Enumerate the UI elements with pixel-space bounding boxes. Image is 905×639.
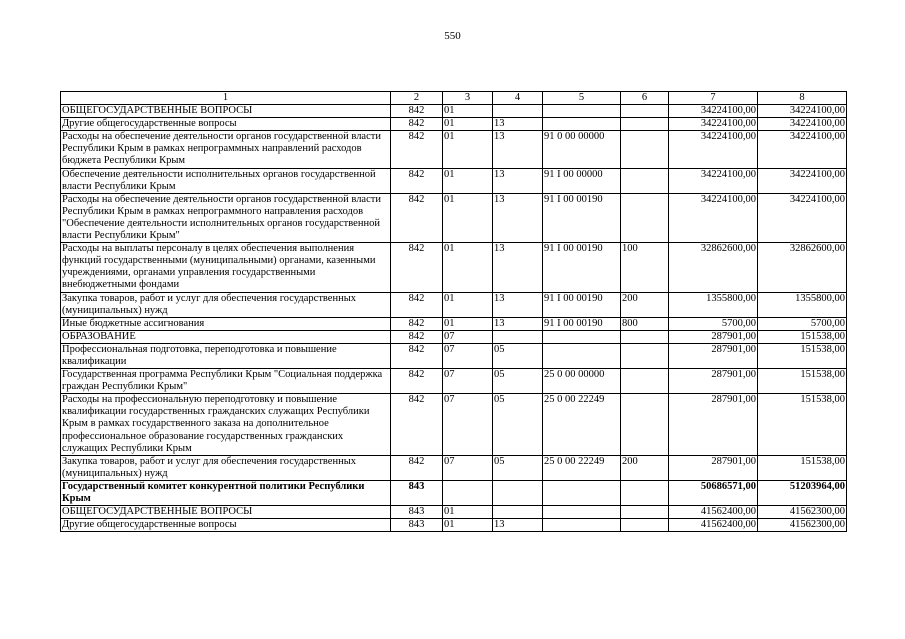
expense-type-cell [621, 105, 669, 118]
subsection-code-cell: 13 [493, 193, 543, 242]
expense-type-cell [621, 369, 669, 394]
section-code-cell: 01 [443, 168, 493, 193]
header-cell: 1 [61, 92, 391, 105]
subsection-code-cell: 05 [493, 343, 543, 368]
amount-col8-cell: 41562300,00 [758, 506, 847, 519]
table-row [61, 519, 847, 532]
subsection-code-cell [493, 480, 543, 505]
target-article-cell: 91 0 00 00000 [543, 131, 621, 168]
expense-type-cell [621, 168, 669, 193]
header-cell: 3 [443, 92, 493, 105]
expense-type-cell: 200 [621, 292, 669, 317]
target-article-cell [543, 480, 621, 505]
expense-type-cell [621, 131, 669, 168]
subsection-code-cell [493, 330, 543, 343]
ved-code-cell: 842 [391, 243, 443, 292]
table-row [61, 394, 847, 455]
amount-col8-cell: 32862600,00 [758, 243, 847, 292]
subsection-code-cell: 13 [493, 292, 543, 317]
amount-col8-cell: 5700,00 [758, 317, 847, 330]
amount-col7-cell: 41562400,00 [669, 506, 758, 519]
ved-code-cell: 842 [391, 455, 443, 480]
ved-code-cell: 842 [391, 168, 443, 193]
amount-col8-cell: 41562300,00 [758, 519, 847, 532]
amount-col7-cell: 34224100,00 [669, 118, 758, 131]
section-code-cell: 01 [443, 105, 493, 118]
ved-code-cell: 842 [391, 131, 443, 168]
section-code-cell: 01 [443, 193, 493, 242]
section-code-cell: 01 [443, 131, 493, 168]
amount-col8-cell: 151538,00 [758, 455, 847, 480]
amount-col8-cell: 151538,00 [758, 343, 847, 368]
ved-code-cell: 842 [391, 369, 443, 394]
expense-type-cell: 200 [621, 455, 669, 480]
amount-col8-cell: 1355800,00 [758, 292, 847, 317]
target-article-cell: 91 I 00 00190 [543, 317, 621, 330]
ved-code-cell: 842 [391, 292, 443, 317]
header-cell: 2 [391, 92, 443, 105]
target-article-cell: 91 I 00 00000 [543, 168, 621, 193]
ved-code-cell: 842 [391, 193, 443, 242]
target-article-cell: 91 I 00 00190 [543, 292, 621, 317]
section-code-cell: 01 [443, 243, 493, 292]
row-name-cell: ОБРАЗОВАНИЕ [61, 330, 391, 343]
target-article-cell: 25 0 00 22249 [543, 455, 621, 480]
ved-code-cell: 843 [391, 519, 443, 532]
budget-table [60, 91, 847, 532]
table-row [61, 168, 847, 193]
table-row [61, 480, 847, 505]
section-code-cell: 01 [443, 118, 493, 131]
row-name-cell: Расходы на выплаты персоналу в целях обеспечения выполнения функций государственными (муниципальными) органами, казенными учреждениями, органами управления государственными внебюджетными фондами [61, 243, 391, 292]
page-number: 550 [444, 30, 461, 42]
target-article-cell [543, 343, 621, 368]
ved-code-cell: 842 [391, 343, 443, 368]
expense-type-cell [621, 193, 669, 242]
amount-col8-cell: 34224100,00 [758, 118, 847, 131]
amount-col8-cell: 34224100,00 [758, 168, 847, 193]
ved-code-cell: 842 [391, 330, 443, 343]
row-name-cell: Государственный комитет конкурентной политики Республики Крым [61, 480, 391, 505]
table-row [61, 243, 847, 292]
subsection-code-cell: 13 [493, 317, 543, 330]
amount-col8-cell: 34224100,00 [758, 105, 847, 118]
subsection-code-cell: 13 [493, 243, 543, 292]
section-code-cell: 07 [443, 455, 493, 480]
ved-code-cell: 843 [391, 506, 443, 519]
amount-col7-cell: 34224100,00 [669, 193, 758, 242]
table-row [61, 369, 847, 394]
target-article-cell [543, 105, 621, 118]
row-name-cell: Расходы на обеспечение деятельности органов государственной власти Республики Крым в рамках непрограммных направлений расходов бюджета Республики Крым [61, 131, 391, 168]
row-name-cell: Закупка товаров, работ и услуг для обеспечения государственных (муниципальных) нужд [61, 455, 391, 480]
amount-col7-cell: 34224100,00 [669, 105, 758, 118]
amount-col7-cell: 50686571,00 [669, 480, 758, 505]
subsection-code-cell: 13 [493, 519, 543, 532]
amount-col7-cell: 41562400,00 [669, 519, 758, 532]
table-row [61, 317, 847, 330]
row-name-cell: Расходы на обеспечение деятельности органов государственной власти Республики Крым в рамках непрограммного направления расходов "Обеспечение деятельности исполнительных органов государственной власти Республики Крым" [61, 193, 391, 242]
subsection-code-cell: 05 [493, 394, 543, 455]
amount-col7-cell: 287901,00 [669, 394, 758, 455]
row-name-cell: ОБЩЕГОСУДАРСТВЕННЫЕ ВОПРОСЫ [61, 506, 391, 519]
subsection-code-cell: 13 [493, 118, 543, 131]
amount-col7-cell: 1355800,00 [669, 292, 758, 317]
expense-type-cell [621, 330, 669, 343]
table-row [61, 455, 847, 480]
subsection-code-cell: 05 [493, 369, 543, 394]
header-cell: 5 [543, 92, 621, 105]
header-cell: 4 [493, 92, 543, 105]
target-article-cell [543, 506, 621, 519]
table-row [61, 105, 847, 118]
row-name-cell: Профессиональная подготовка, переподготовка и повышение квалификации [61, 343, 391, 368]
table-row [61, 343, 847, 368]
header-cell: 7 [669, 92, 758, 105]
row-name-cell: Иные бюджетные ассигнования [61, 317, 391, 330]
target-article-cell [543, 519, 621, 532]
target-article-cell: 25 0 00 22249 [543, 394, 621, 455]
row-name-cell: Государственная программа Республики Крым "Социальная поддержка граждан Республики Крым" [61, 369, 391, 394]
section-code-cell: 01 [443, 519, 493, 532]
table-row [61, 330, 847, 343]
amount-col7-cell: 287901,00 [669, 330, 758, 343]
expense-type-cell [621, 506, 669, 519]
ved-code-cell: 843 [391, 480, 443, 505]
expense-type-cell [621, 519, 669, 532]
row-name-cell: Расходы на профессиональную переподготовку и повышение квалификации государственных гражданских служащих Республики Крым в рамках государственного заказа на дополнительное профессиональное образование государственных гражданских служащих Республики Крым [61, 394, 391, 455]
amount-col8-cell: 34224100,00 [758, 193, 847, 242]
section-code-cell: 07 [443, 369, 493, 394]
header-cell: 8 [758, 92, 847, 105]
expense-type-cell [621, 343, 669, 368]
row-name-cell: Обеспечение деятельности исполнительных органов государственной власти Республики Крым [61, 168, 391, 193]
row-name-cell: Другие общегосударственные вопросы [61, 118, 391, 131]
table-row [61, 292, 847, 317]
amount-col7-cell: 34224100,00 [669, 168, 758, 193]
expense-type-cell: 100 [621, 243, 669, 292]
amount-col7-cell: 287901,00 [669, 369, 758, 394]
target-article-cell [543, 330, 621, 343]
table-row [61, 506, 847, 519]
amount-col7-cell: 5700,00 [669, 317, 758, 330]
section-code-cell [443, 480, 493, 505]
table-header-row [61, 92, 847, 105]
section-code-cell: 07 [443, 394, 493, 455]
row-name-cell: Закупка товаров, работ и услуг для обеспечения государственных (муниципальных) нужд [61, 292, 391, 317]
amount-col7-cell: 287901,00 [669, 343, 758, 368]
row-name-cell: ОБЩЕГОСУДАРСТВЕННЫЕ ВОПРОСЫ [61, 105, 391, 118]
expense-type-cell [621, 480, 669, 505]
target-article-cell: 25 0 00 00000 [543, 369, 621, 394]
expense-type-cell [621, 394, 669, 455]
expense-type-cell [621, 118, 669, 131]
subsection-code-cell: 13 [493, 168, 543, 193]
ved-code-cell: 842 [391, 394, 443, 455]
subsection-code-cell [493, 506, 543, 519]
amount-col7-cell: 32862600,00 [669, 243, 758, 292]
target-article-cell: 91 I 00 00190 [543, 193, 621, 242]
amount-col8-cell: 151538,00 [758, 394, 847, 455]
section-code-cell: 01 [443, 292, 493, 317]
amount-col8-cell: 151538,00 [758, 330, 847, 343]
expense-type-cell: 800 [621, 317, 669, 330]
header-cell: 6 [621, 92, 669, 105]
section-code-cell: 07 [443, 343, 493, 368]
subsection-code-cell: 13 [493, 131, 543, 168]
section-code-cell: 01 [443, 506, 493, 519]
subsection-code-cell [493, 105, 543, 118]
amount-col8-cell: 51203964,00 [758, 480, 847, 505]
subsection-code-cell: 05 [493, 455, 543, 480]
table-row [61, 193, 847, 242]
section-code-cell: 07 [443, 330, 493, 343]
amount-col7-cell: 34224100,00 [669, 131, 758, 168]
table-row [61, 118, 847, 131]
ved-code-cell: 842 [391, 105, 443, 118]
target-article-cell: 91 I 00 00190 [543, 243, 621, 292]
amount-col7-cell: 287901,00 [669, 455, 758, 480]
target-article-cell [543, 118, 621, 131]
row-name-cell: Другие общегосударственные вопросы [61, 519, 391, 532]
amount-col8-cell: 34224100,00 [758, 131, 847, 168]
ved-code-cell: 842 [391, 118, 443, 131]
section-code-cell: 01 [443, 317, 493, 330]
ved-code-cell: 842 [391, 317, 443, 330]
table-row [61, 131, 847, 168]
amount-col8-cell: 151538,00 [758, 369, 847, 394]
